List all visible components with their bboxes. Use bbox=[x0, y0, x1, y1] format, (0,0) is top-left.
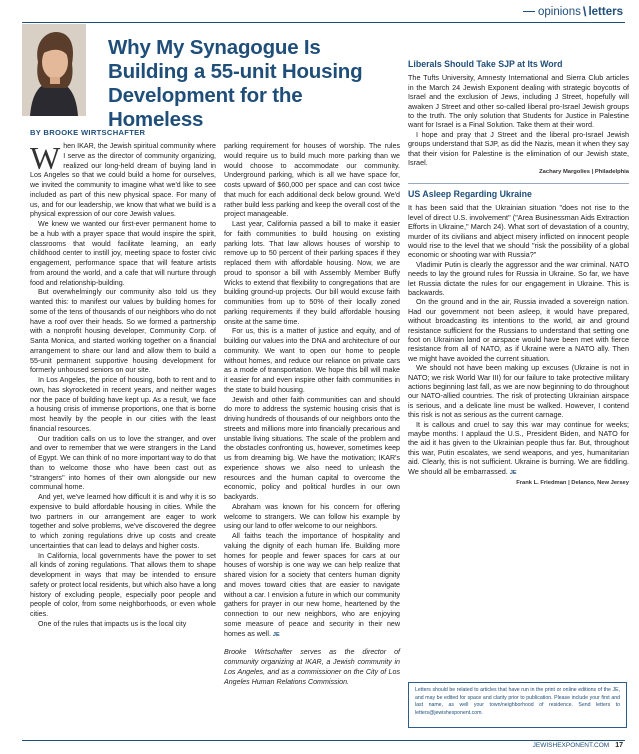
article-paragraph: One of the rules that impacts us is the local city bbox=[38, 619, 187, 628]
letter-paragraph: It has been said that the Ukrainian situation "does not rise to the level of direct U.S. involvement" ("Area Businessman Aids Extraction Efforts in Ukraine," March 24). What sort of devastation of a country, murder of its civilians and abject misery inflicted on innocent people would rise to the level that we should "risk the possibility of a global economic or shooting war with Russia?" bbox=[408, 203, 629, 260]
footer-site: JEWISHEXPONENT.COM bbox=[532, 742, 610, 749]
section-label-opinions: opinions bbox=[538, 5, 581, 18]
letters-policy-box: Letters should be related to articles that have run in the print or online editions of the JE, and may be edited for space and clarity prior to publication. Please include your first and last name, as well your town/neighborhood of residence. Send letters to letters@jewishexponent.com. bbox=[408, 682, 627, 728]
article-paragraph: And yet, we've learned how difficult it is and why it is so expensive to build affordable housing in cities. While the two partners in our arrangement are eager to work together and solve problems, we've discovered the degree to which zoning regulations drive up costs and create uncertainties that can lead to delays and higher costs. bbox=[30, 493, 216, 550]
letter-title: Liberals Should Take SJP at Its Word bbox=[408, 59, 563, 69]
letter-paragraph bbox=[408, 420, 629, 478]
article-paragraph: In Los Angeles, the price of housing, both to rent and to own, has skyrocketed in recent years, and neither wages nor the pace of building have kept up. As a result, we face a housing crisis of immense proportions, one that is borne most heavily by the people in our cities with the least financial resources. bbox=[30, 376, 216, 433]
article-paragraph: Abraham was known for his concern for offering welcome to strangers. We can follow his example by using our land to offer welcome to our neighbors. bbox=[224, 502, 400, 531]
letter-paragraph: Vladimir Putin is clearly the aggressor and the war criminal. NATO needs to lay the ground rules for Russia in Ukraine. So far, we have let Russia dictate the rules for our engagement in Ukraine. This is backwards. bbox=[408, 259, 629, 297]
letter-signature: Frank L. Friedman | Delanco, New Jersey bbox=[516, 480, 629, 487]
article-paragraph: In California, local governments have the power to set all kinds of zoning regulations. That allows them to shape development in ways that may be intended to ensure safety or protect local residents, but which also have a long history of excluding people, especially poor people and people of color, from some neighborhoods, or even whole cities. bbox=[30, 551, 216, 618]
letters-column bbox=[408, 60, 629, 488]
letter-divider bbox=[408, 183, 629, 184]
article-paragraph: For us, this is a matter of justice and equity, and of building our values into the DNA and architecture of our community. We want to open our home to people without homes, and reduce our reliance on private cars as a mode of transportation. We hope this bill will make it easier for and even inspire other faith communities in the state to build housing. bbox=[224, 327, 400, 394]
section-label-letters: letters bbox=[588, 5, 623, 18]
je-end-mark: JE bbox=[272, 631, 280, 638]
letter-paragraph: The Tufts University, Amnesty International and Sierra Club articles in the March 24 Jewish Exponent dealing with strategic boycotts of Israel and the exclusion of Jews, including J Street, hopefully will awaken J Street and other so-called liberal pro-Israel Jewish groups to the truth. The only solution that Students for Justice in Palestine want for Israel is a Final Solution. Take them at their word. bbox=[408, 73, 629, 130]
section-bar bbox=[523, 11, 535, 12]
je-end-mark: JE bbox=[509, 469, 517, 476]
article-paragraph: Jewish and other faith communities can and should do more to address the systemic housing crisis that is driving hundreds of thousands of our neighbors onto the streets and millions more into financially precarious and unstable living situations. The scale of the problem and the obstacles confronting us, however, sometimes keep us from dreaming big. We have the motivation; IKAR's experience shows we also need to unleash the resources and the human capital to overcome the economic, policy and political hurdles in our own backyards. bbox=[224, 395, 400, 501]
article-paragraph: We knew we wanted our first-ever permanent home to be a hub with a prayer space that would inspire the spirit, classrooms that would facilitate learning, an early childhood center to instill joy, meeting space to foster civic engagement, performance space that will feature artists from around the world, and a cafe that will nurture through food and relationship-building. bbox=[30, 220, 216, 287]
article-paragraph: Last year, California passed a bill to make it easier for faith communities to build housing on existing parking lots. That law allows houses of worship to remove up to 50 percent of their parking spaces if they replaced them with affordable housing. Now, we are proud to sponsor a bill with Assembly Member Buffy Wicks to extend that flexibility to congregations that are building ground-up projects. Our bill would excuse faith communities from up to 50% of their locally zoned parking requirements if they build affordable housing onsite at the same time. bbox=[224, 220, 400, 326]
top-rule bbox=[22, 22, 625, 23]
article-paragraph bbox=[224, 532, 400, 640]
article-column-1 bbox=[30, 142, 216, 630]
article-paragraph: parking requirement for houses of worship. The rules would require us to build much more parking than we would choose to accommodate our community. Underground parking, which is all we have space for, costs upward of $60,000 per space and can cost twice that much for each additional deck below ground. We'd rather build less parking and keep the overall cost of the project manageable. bbox=[224, 142, 400, 219]
letter-paragraph: On the ground and in the air, Russia invaded a sovereign nation. Had our government not been asleep, it would have prepared, without broadcasting its intentions to the world, air and ground resistance sufficient for the Russians to understand that setting one foot on Ukrainian land or airspace would have been met with fierce resistance from all of NATO, as if Ukraine were a NATO ally. Then we might have avoided the current situation. bbox=[408, 297, 629, 363]
author-portrait bbox=[22, 24, 86, 116]
article-headline: Why My Synagogue Is Building a 55-unit Housing Development for the Homeless bbox=[108, 36, 363, 131]
article-column-2 bbox=[224, 142, 400, 687]
portrait-image bbox=[22, 24, 86, 116]
page-footer bbox=[533, 742, 623, 749]
dropcap: W bbox=[30, 140, 61, 176]
paragraph-text: hen IKAR, the Jewish spiritual community where I serve as the director of community organizing, realized our long-held dream of buying land in Los Angeles so that we could build a home for ourselves, we invited the community to imagine what we'd like to see included as part of this new physical space. For many of us, and for our leadership, we know that what we build is a physical expression of our core Jewish values. bbox=[30, 142, 216, 219]
article-paragraph: But overwhelmingly our community also told us they wanted this: to manifest our values by building homes for some of the tens of thousands of our neighbors who do not have a roof over their heads. So we formed a partnership with a nonprofit housing developer, Community Corp. of Santa Monica, and started working together on a financial arrangement to share our land and allow them to build a 55-unit permanent supportive housing development for formerly unhoused seniors on our site. bbox=[30, 288, 216, 375]
letter-paragraph: We should not have been making up excuses (Ukraine is not in NATO; we risk World War III) for our failure to take protective military actions beginning last fall, as we are now beginning to do throughout our NATO-allied countries. The risk of protecting Ukrainian airspace is serious, and a delicate line must be walked. However, I contend this risk is not as serious as the current carnage. bbox=[408, 363, 629, 420]
section-separator: \ bbox=[582, 4, 587, 19]
author-bio: Brooke Wirtschafter serves as the director of community organizing at IKAR, a Jewish community in Los Angeles, and as a commissioner on the City of Los Angeles Human Relations Commission. bbox=[224, 648, 400, 686]
letter-signature: Zachary Margolies | Philadelphia bbox=[539, 169, 629, 176]
page-number: 17 bbox=[615, 742, 623, 749]
section-tag bbox=[523, 4, 623, 19]
byline: BY BROOKE WIRTSCHAFTER bbox=[30, 128, 146, 137]
footer-rule bbox=[22, 740, 625, 741]
article-paragraph: Our tradition calls on us to love the stranger, and over and over to remember that we were strangers in the Land of Egypt. We can think of no more important way to do that than to welcome those who have been cast out as "strangers" into homes of their own alongside our new communal home. bbox=[30, 434, 216, 492]
paragraph-text: All faiths teach the importance of hospitality and valuing the dignity of each human life. Building more homes for people and fewer spaces for cars at our houses of worship is one way we can help realize that shared vision for a society that centers human dignity and moves toward cities that are easier to navigate without a car. I envision a future in which our community gathers for prayer in our new home, heartened by the connection to our new neighbors, who are enjoying some measure of peace and security in their new homes as well. bbox=[224, 532, 400, 638]
article-paragraph bbox=[30, 142, 216, 220]
letter-title: US Asleep Regarding Ukraine bbox=[408, 188, 532, 199]
letter-paragraph: I hope and pray that J Street and the liberal pro-Israel Jewish groups understand that SJP, as did the Nazis, mean it when they say that their vision for Palestine is the elimination of our Jewish state, Israel. bbox=[408, 129, 629, 168]
paragraph-text: It is callous and cruel to say this war may continue for weeks; maybe months. I applaud the U.S., President Biden, and NATO for the aid it has given to the Ukrainian people thus far. But, throughout this war, Putin escalates, we send weapons, and yes, humanitarian aid. Clearly, this is not sufficient. Ukraine is burning. We are fiddling. We should all be embarrassed. bbox=[408, 419, 629, 476]
